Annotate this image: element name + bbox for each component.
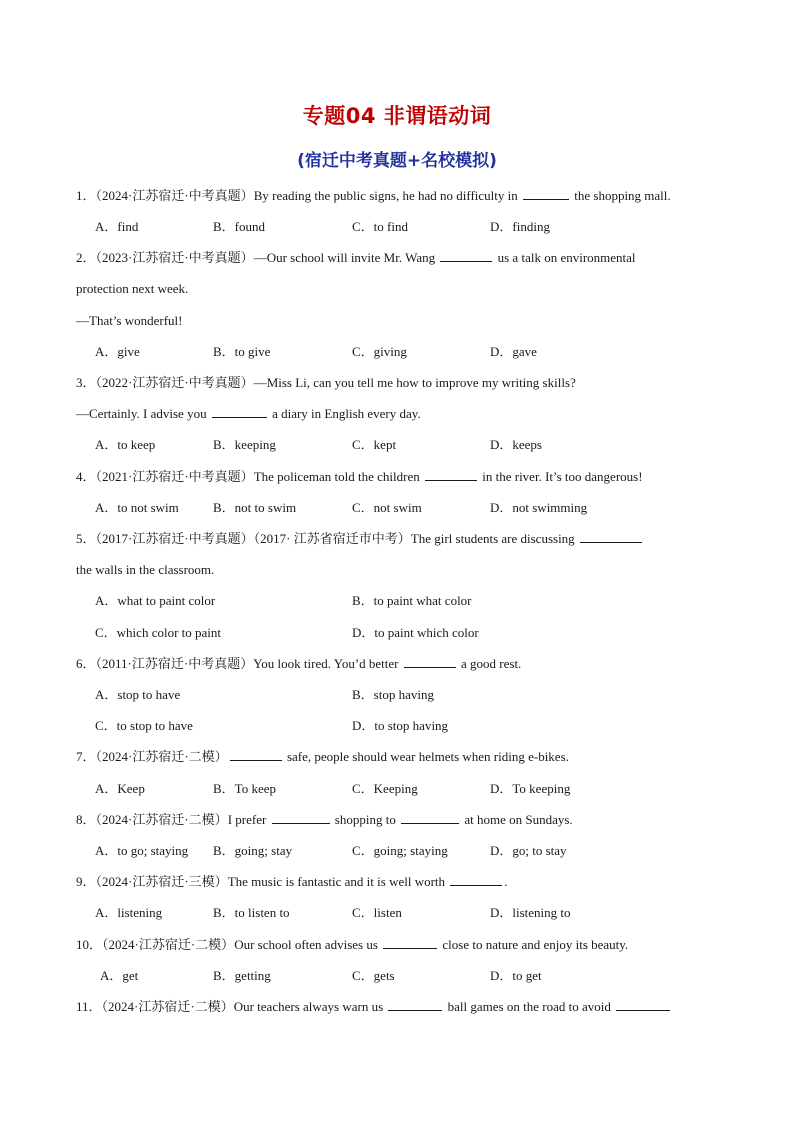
question-6: 6．（2011·江苏宿迁·中考真题）You look tired. You’d better a good rest. [76,656,522,671]
option-c: C．not swim [352,500,422,515]
option-a: A．to go; staying [95,843,189,858]
question-5: 5．（2017·江苏宿迁·中考真题）（2017· 江苏省宿迁市中考）The girl students are discussing [76,531,644,547]
option-b: B．To keep [213,781,276,796]
option-d: D．gave [490,344,537,359]
answer-blank [388,999,442,1011]
option-c: C．kept [352,437,397,452]
answer-blank [401,812,459,824]
question-2-line-3: —That’s wonderful! [76,313,183,328]
option-b: B．keeping [213,437,276,452]
option-b: B．not to swim [213,500,297,515]
answer-blank [616,999,670,1011]
answer-blank [272,812,330,824]
option-d: D．to stop having [352,718,449,733]
option-a: A．give [95,344,140,359]
answer-blank [230,749,282,761]
answer-blank [440,250,492,262]
option-c: C．which color to paint [95,625,222,640]
answer-blank [450,874,502,886]
option-a: A．get [100,968,139,983]
question-5-line-2: the walls in the classroom. [76,562,215,577]
question-8: 8．（2024·江苏宿迁·二模）I prefer shopping to at home on Sundays. [76,812,573,827]
option-d: D．not swimming [490,500,588,515]
option-b: B．to paint what color [352,593,472,608]
question-7: 7．（2024·江苏宿迁·二模） safe, people should wear helmets when riding e-bikes. [76,749,569,764]
option-a: A．what to paint color [95,593,216,608]
option-c: C．giving [352,344,407,359]
question-2-line-2: protection next week. [76,281,189,296]
option-a: A．to keep [95,437,156,452]
option-d: D．finding [490,219,550,234]
option-a: A．stop to have [95,687,181,702]
option-b: B．getting [213,968,271,983]
option-b: B．to listen to [213,905,290,920]
option-c: C．to stop to have [95,718,193,733]
option-d: D．To keeping [490,781,571,796]
answer-blank [523,188,569,200]
option-b: B．to give [213,344,271,359]
option-a: A．find [95,219,139,234]
answer-blank [580,531,642,543]
option-d: D．go; to stay [490,843,567,858]
page-title: 专题04 非谓语动词 [302,104,492,128]
question-3: 3．（2022·江苏宿迁·中考真题）—Miss Li, can you tell me how to improve my writing skills? [76,375,576,390]
answer-blank [404,656,456,668]
question-4: 4．（2021·江苏宿迁·中考真题）The policeman told the children in the river. It’s too dangerous! [76,469,643,484]
option-c: C．going; staying [352,843,448,858]
question-2: 2．（2023·江苏宿迁·中考真题）—Our school will invite Mr. Wang us a talk on environmental [76,250,636,265]
option-c: C．Keeping [352,781,418,796]
option-d: D．to get [490,968,542,983]
option-d: D．listening to [490,905,571,920]
question-3-line-2: —Certainly. I advise you a diary in English every day. [76,406,421,421]
question-9: 9．（2024·江苏宿迁·三模）The music is fantastic and it is well worth . [76,874,508,889]
option-a: A．listening [95,905,163,920]
option-a: A．Keep [95,781,145,796]
answer-blank [212,406,267,418]
question-11: 11．（2024·江苏宿迁·二模）Our teachers always warn us ball games on the road to avoid [76,999,672,1015]
option-c: C．gets [352,968,395,983]
question-10: 10．（2024·江苏宿迁·二模）Our school often advises us close to nature and enjoy its beauty. [76,937,629,952]
option-a: A．to not swim [95,500,179,515]
option-c: C．to find [352,219,408,234]
answer-blank [425,469,477,481]
option-b: B．found [213,219,266,234]
question-1: 1．（2024·江苏宿迁·中考真题）By reading the public signs, he had no difficulty in the shopping mall. [76,188,671,203]
option-b: B．going; stay [213,843,293,858]
option-d: D．to paint which color [352,625,479,640]
option-d: D．keeps [490,437,542,452]
option-b: B．stop having [352,687,434,702]
option-c: C．listen [352,905,402,920]
page-subtitle: (宿迁中考真题+名校模拟) [297,151,497,171]
answer-blank [383,937,437,949]
